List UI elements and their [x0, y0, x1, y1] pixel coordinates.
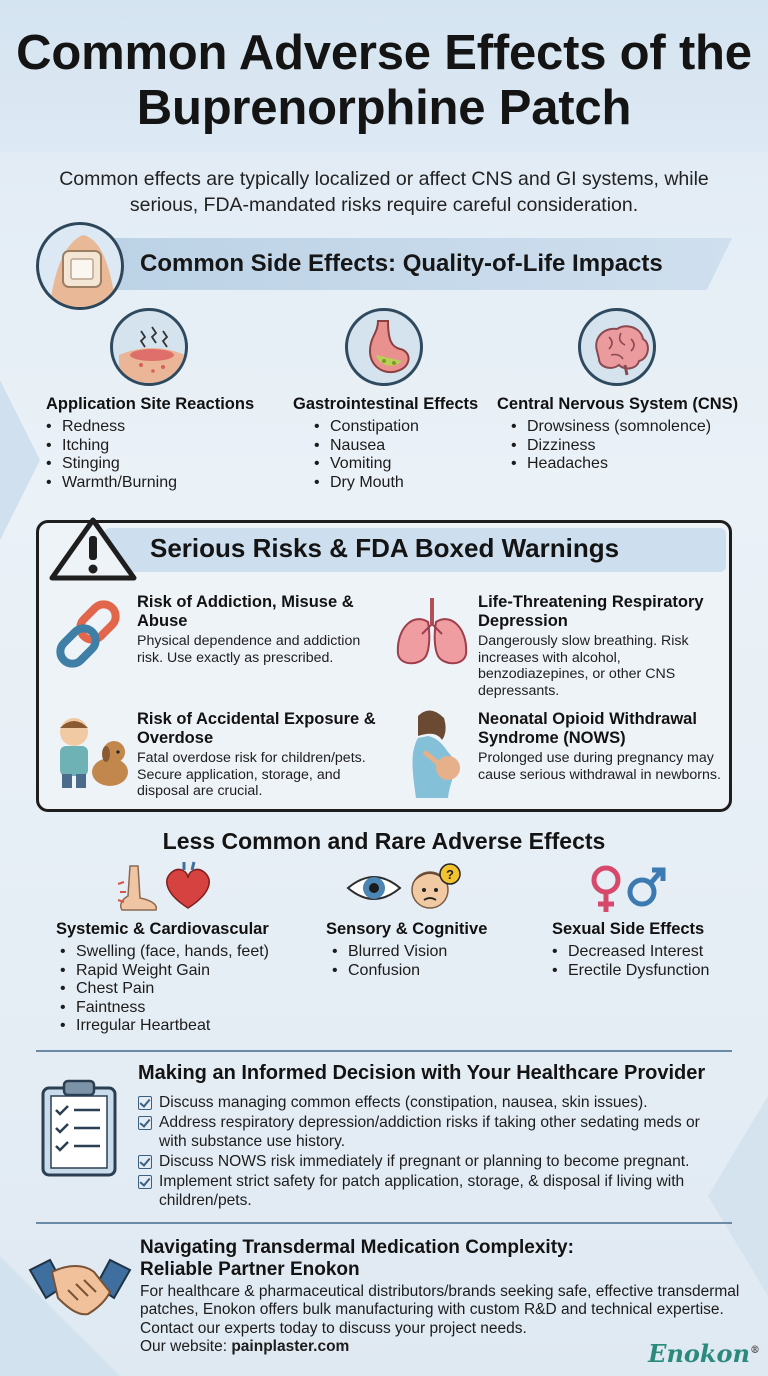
- list-item: • Redness: [46, 418, 254, 437]
- list-item: • Confusion: [332, 962, 487, 981]
- risk-text: Fatal overdose risk for children/pets. Secure application, storage, and disposal are crucial.: [137, 750, 366, 799]
- checklist-text: Address respiratory depression/addiction risks if taking other sedating meds or with substance use history.: [159, 1114, 700, 1150]
- list-item: • Stinging: [46, 455, 254, 474]
- risk-title: Risk of Addiction, Misuse & Abuse: [137, 593, 354, 630]
- list-item: • Irregular Heartbeat: [60, 1017, 269, 1036]
- risk-text: Dangerously slow breathing. Risk increases with alcohol, benzodiazepines, or other CNS depressants.: [478, 633, 689, 699]
- irritated-skin-icon: [110, 308, 188, 386]
- list-item: • Faintness: [60, 999, 269, 1018]
- risk-title: Risk of Accidental Exposure & Overdose: [137, 710, 376, 747]
- column-title: Sensory & Cognitive: [326, 920, 488, 938]
- divider: [36, 1050, 732, 1052]
- list-item: • Chest Pain: [60, 980, 269, 999]
- lungs-icon: [392, 594, 472, 672]
- skin-patch-icon: [36, 222, 124, 310]
- rare-column-sexual: [552, 920, 709, 980]
- list-item: • Headaches: [511, 455, 738, 474]
- decision-checklist: [138, 1093, 728, 1211]
- rare-heading: Less Common and Rare Adverse Effects: [162, 828, 606, 854]
- stomach-icon: [345, 308, 423, 386]
- list-item: • Nausea: [314, 437, 478, 456]
- list-item: • Drowsiness (somnolence): [511, 418, 738, 437]
- list-item: • Erectile Dysfunction: [552, 962, 709, 981]
- risk-title: Neonatal Opioid Withdrawal Syndrome (NOWS): [478, 710, 697, 747]
- checklist-item: [138, 1172, 728, 1210]
- brand-logo: [648, 1339, 760, 1368]
- column-title: Systemic & Cardiovascular: [56, 920, 269, 938]
- checkbox-icon: [138, 1116, 152, 1130]
- risk-nows: [478, 710, 728, 783]
- brand-name: Enokon: [648, 1339, 750, 1368]
- rare-column-sensory: [326, 920, 487, 980]
- column-title: Application Site Reactions: [46, 395, 255, 413]
- risk-addiction: [137, 593, 387, 666]
- list-item: • Dry Mouth: [314, 474, 478, 493]
- column-title: Central Nervous System (CNS): [497, 395, 739, 413]
- risk-text: Physical dependence and addiction risk. Use exactly as prescribed.: [137, 633, 361, 666]
- decision-heading: Making an Informed Decision with Your Healthcare Provider: [138, 1062, 706, 1084]
- list-item: • Rapid Weight Gain: [60, 962, 269, 981]
- list-item: • Dizziness: [511, 437, 738, 456]
- serious-heading: Serious Risks & FDA Boxed Warnings: [150, 533, 620, 563]
- common-column-application-site: [46, 395, 254, 492]
- registered-mark: ®: [750, 1345, 760, 1356]
- broken-chain-icon: [52, 598, 128, 668]
- gender-symbols-icon: [588, 862, 668, 914]
- list-item: • Warmth/Burning: [46, 474, 254, 493]
- checkbox-icon: [138, 1096, 152, 1110]
- checklist-text: Implement strict safety for patch application, storage, & disposal if living with children/pets.: [159, 1173, 685, 1209]
- column-title: Gastrointestinal Effects: [293, 395, 479, 413]
- partner-heading-line: Navigating Transdermal Medication Complexity:: [140, 1237, 574, 1258]
- column-title: Sexual Side Effects: [552, 920, 705, 938]
- website-link[interactable]: painplaster.com: [231, 1337, 350, 1355]
- pregnant-woman-icon: [404, 708, 468, 800]
- checklist-item: [138, 1093, 728, 1112]
- svg-text:?: ?: [446, 867, 454, 882]
- partner-heading-line: Reliable Partner Enokon: [140, 1259, 360, 1280]
- checklist-text: Discuss NOWS risk immediately if pregnant or planning to become pregnant.: [159, 1153, 690, 1170]
- checklist-text: Discuss managing common effects (constipation, nausea, skin issues).: [159, 1094, 648, 1111]
- list-item: • Swelling (face, hands, feet): [60, 943, 269, 962]
- common-heading: Common Side Effects: Quality-of-Life Impacts: [140, 250, 663, 277]
- clipboard-checklist-icon: [40, 1078, 118, 1178]
- checklist-item: [138, 1152, 728, 1171]
- child-and-dog-icon: [48, 710, 134, 796]
- risk-accidental-exposure: [137, 710, 392, 800]
- partner-text: For healthcare & pharmaceutical distributors/brands seeking safe, effective transdermal patches, Enokon offers bulk manufacturing with custom R&D and technical expertise. Contact our experts today to discuss your project needs.: [140, 1283, 740, 1337]
- intro-text: Common effects are typically localized or affect CNS and GI systems, while serious, FDA-mandated risks require careful consideration.: [59, 168, 709, 216]
- background-triangle: [0, 380, 40, 540]
- rare-column-systemic: [56, 920, 269, 1036]
- handshake-icon: [28, 1252, 132, 1322]
- website-label: Our website:: [140, 1337, 228, 1355]
- checkbox-icon: [138, 1175, 152, 1189]
- risk-respiratory: [478, 593, 723, 699]
- divider: [36, 1222, 732, 1224]
- warning-icon: [48, 516, 138, 582]
- risk-title: Life-Threatening Respiratory Depression: [478, 593, 704, 630]
- partner-heading: [140, 1237, 574, 1281]
- brain-icon: [578, 308, 656, 386]
- common-column-cns: [497, 395, 738, 474]
- list-item: • Constipation: [314, 418, 478, 437]
- checkbox-icon: [138, 1155, 152, 1169]
- checklist-item: [138, 1113, 728, 1151]
- page-title: Common Adverse Effects of the Buprenorphine Patch: [16, 26, 752, 135]
- foot-and-heart-icon: [116, 860, 214, 914]
- risk-text: Prolonged use during pregnancy may cause serious withdrawal in newborns.: [478, 750, 721, 783]
- list-item: • Decreased Interest: [552, 943, 709, 962]
- list-item: • Blurred Vision: [332, 943, 487, 962]
- eye-and-confused-face-icon: [346, 862, 464, 914]
- common-column-gastrointestinal: [293, 395, 478, 492]
- list-item: • Vomiting: [314, 455, 478, 474]
- list-item: • Itching: [46, 437, 254, 456]
